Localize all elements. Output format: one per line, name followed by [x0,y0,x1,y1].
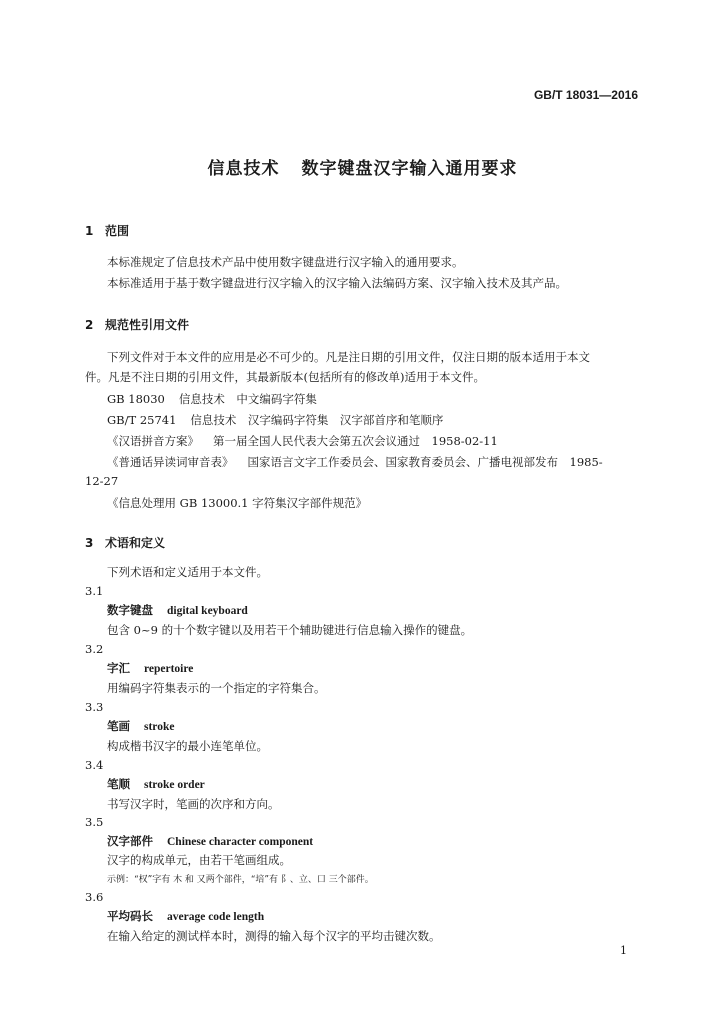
sec2-intro-line-2: 件。凡是不注日期的引用文件，其最新版本(包括所有的修改单)适用于本文件。 [85,370,485,384]
reference-item: GB 18030 信息技术 中文编码字符集 [107,392,317,406]
term-definition: 在输入给定的测试样本时，测得的输入每个汉字的平均击键次数。 [107,929,441,943]
sec2-intro-line-1: 下列文件对于本文件的应用是必不可少的。凡是注日期的引用文件，仅注日期的版本适用于本文 [107,350,590,364]
term-example: 示例：“权”字有 木 和 又两个部件，“培”有 阝、立、口 三个部件。 [107,875,374,885]
term-heading: 平均码长 average code length [107,909,265,923]
section-2-heading: 2 规范性引用文件 [85,318,190,332]
term-heading: 汉字部件 Chinese character component [107,834,314,848]
section-1-heading: 1 范围 [85,224,130,238]
term-number: 3.5 [85,815,104,829]
title-part1: 信息技术 [207,159,280,179]
term-definition: 汉字的构成单元，由若干笔画组成。 [107,853,291,867]
term-definition: 书写汉字时，笔画的次序和方向。 [107,797,280,811]
term-number: 3.6 [85,890,104,904]
sec3-intro: 下列术语和定义适用于本文件。 [107,565,268,579]
reference-item: 《信息处理用 GB 13000.1 字符集汉字部件规范》 [107,496,368,510]
term-heading: 笔顺 stroke order [107,777,205,791]
term-heading: 字汇 repertoire [107,661,194,675]
title-part2: 数字键盘汉字输入通用要求 [301,159,518,179]
standard-number: GB/T 18031—2016 [533,88,638,102]
sec1-paragraph-1: 本标准规定了信息技术产品中使用数字键盘进行汉字输入的通用要求。 [107,255,464,269]
reference-item: 《普通话异读词审音表》 国家语言文字工作委员会、国家教育委员会、广播电视部发布 1985- [107,455,603,469]
term-heading: 数字键盘 digital keyboard [107,603,248,617]
term-heading: 笔画 stroke [107,719,175,733]
term-definition: 包含 0~9 的十个数字键以及用若干个辅助键进行信息输入操作的键盘。 [107,623,473,637]
page-number: 1 [620,944,627,957]
document-title [0,154,725,179]
term-definition: 用编码字符集表示的一个指定的字符集合。 [107,681,326,695]
term-number: 3.4 [85,758,104,772]
sec1-paragraph-2: 本标准适用于基于数字键盘进行汉字输入的汉字输入法编码方案、汉字输入技术及其产品。 [107,276,567,290]
term-number: 3.1 [85,584,104,598]
section-3-heading: 3 术语和定义 [85,536,166,550]
reference-item: GB/T 25741 信息技术 汉字编码字符集 汉字部首序和笔顺序 [107,413,444,427]
term-definition: 构成楷书汉字的最小连笔单位。 [107,739,268,753]
term-number: 3.2 [85,642,104,656]
reference-item: 《汉语拼音方案》 第一届全国人民代表大会第五次会议通过 1958-02-11 [107,434,498,448]
term-number: 3.3 [85,700,104,714]
reference-item-continued: 12-27 [85,474,119,488]
